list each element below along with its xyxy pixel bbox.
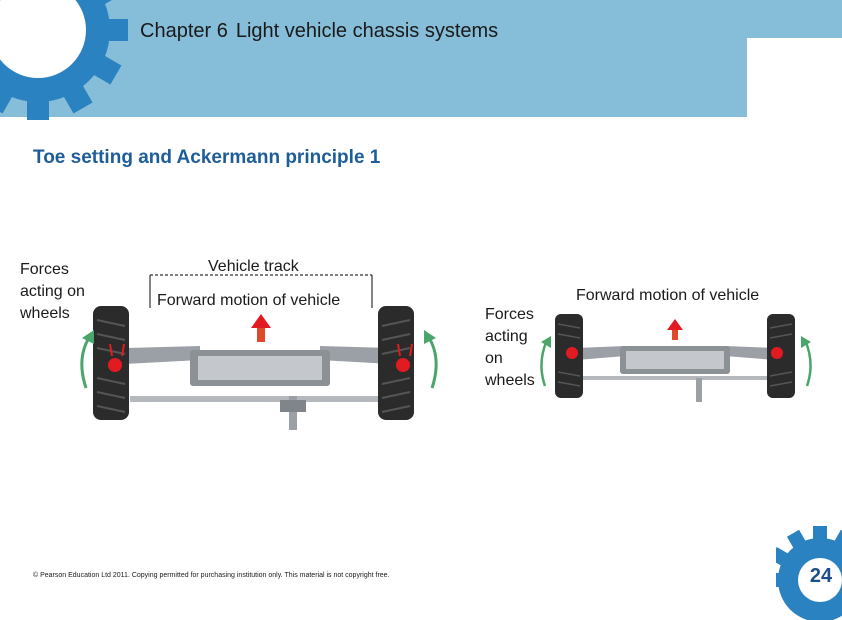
page-number: 24 [809, 565, 833, 587]
chapter-title: Light vehicle chassis systems [235, 20, 499, 42]
arrow-up-icon [667, 319, 683, 340]
slide-title: Toe setting and Ackermann principle 1 [33, 147, 381, 168]
arrow-up-icon [251, 314, 271, 342]
steering-box [280, 400, 306, 412]
header-cutout [747, 38, 842, 117]
left-arm [125, 346, 200, 364]
tie-rod [130, 396, 390, 402]
tie-rod [575, 376, 775, 380]
copyright-notice: © Pearson Education Ltd 2011. Copying permitted for purchasing institution only. This material is not copyright free. [33, 572, 390, 579]
wheel-icon [555, 314, 583, 398]
left-motion-label: Forward motion of vehicle [157, 292, 341, 309]
chapter-number: Chapter 6 [140, 20, 228, 42]
track-dimension-line [150, 275, 372, 308]
chapter-heading [140, 20, 498, 43]
wheel-icon [93, 306, 129, 420]
curved-arrow-icon [428, 336, 436, 388]
curved-arrow-head [541, 336, 551, 348]
curved-arrow-icon [805, 340, 811, 386]
left-forces-label: Forces acting on wheels [20, 261, 85, 322]
wheel-icon [378, 306, 414, 420]
right-forces-label: Forces acting on wheels [485, 306, 535, 389]
vehicle-track-label: Vehicle track [208, 258, 299, 275]
axle-beam-face [626, 351, 724, 369]
gear-icon [0, 0, 138, 130]
right-axle-diagram [535, 308, 825, 408]
steering-shaft [696, 378, 702, 402]
left-axle-diagram [70, 268, 460, 438]
wheel-icon [767, 314, 795, 398]
curved-arrow-head [801, 336, 811, 348]
curved-arrow-icon [541, 340, 547, 386]
right-motion-label: Forward motion of vehicle [576, 287, 760, 304]
axle-beam-face [198, 356, 322, 380]
curved-arrow-icon [82, 336, 90, 388]
left-arm [577, 346, 625, 360]
